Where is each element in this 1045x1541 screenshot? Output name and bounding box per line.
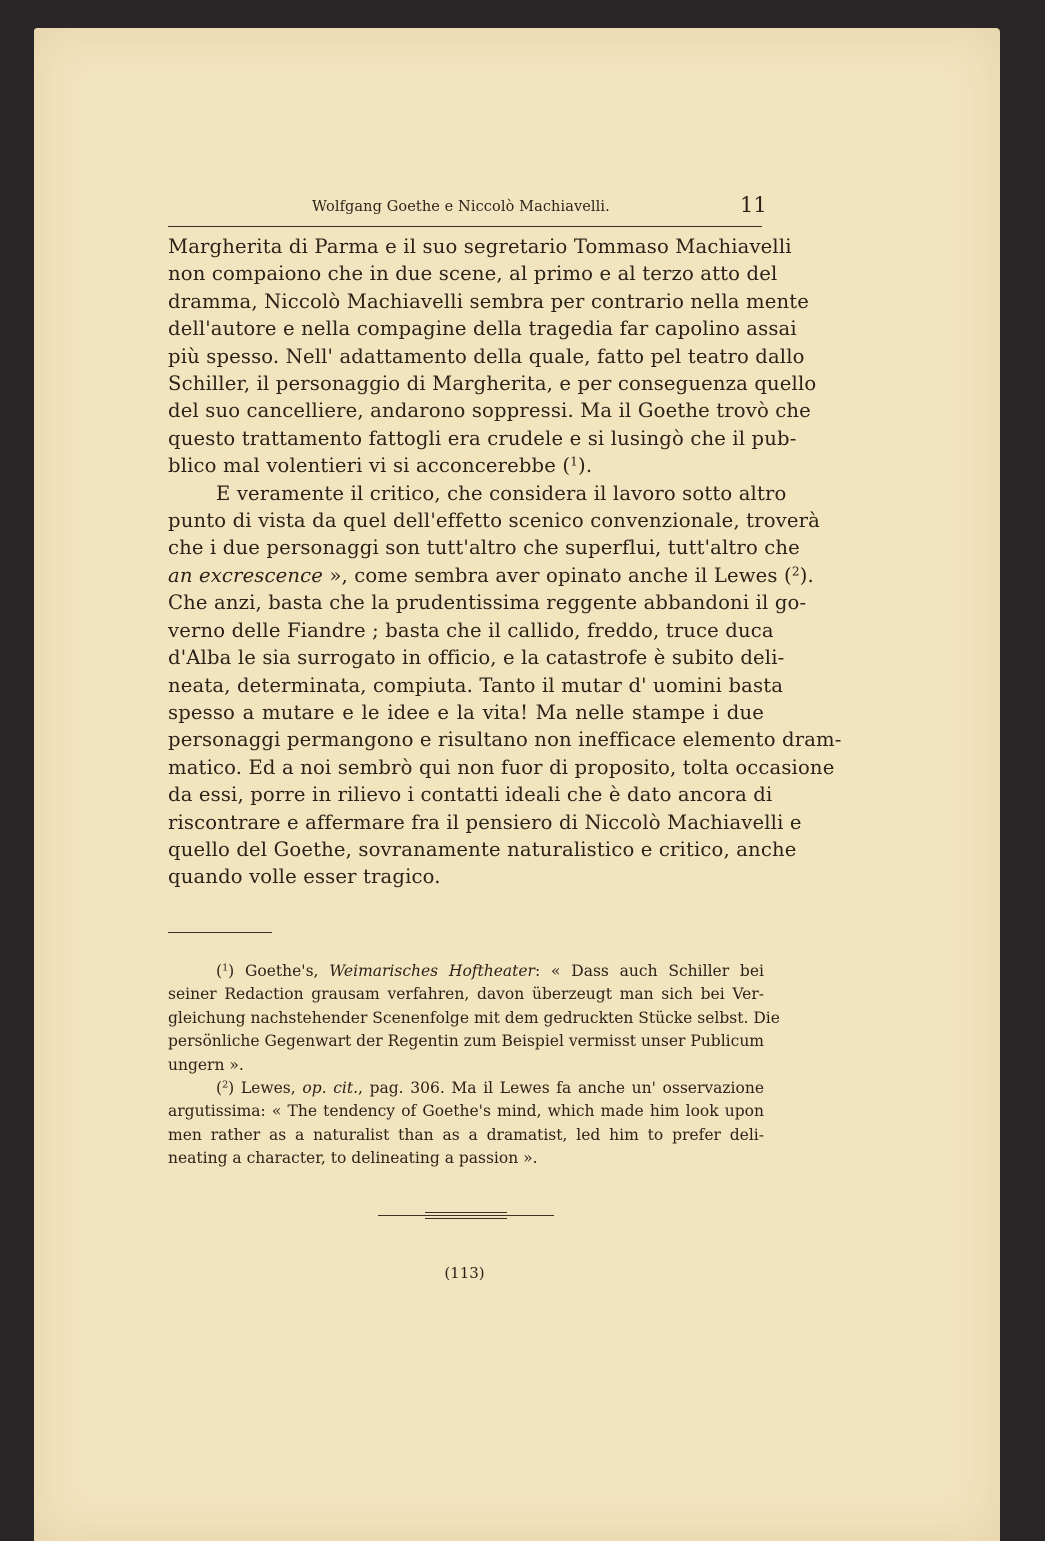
text-line: matico. Ed a noi sembrò qui non fuor di proposito, tolta occasione <box>168 755 835 779</box>
text-line: Schiller, il personaggio di Margherita, e per conseguenza quello <box>168 372 817 396</box>
footnote-line: ($^1$) Goethe's, Weimarisches Hoftheater: « Dass auch Schiller bei <box>216 962 764 980</box>
end-ornament-rule <box>378 1215 554 1216</box>
text-line: quello del Goethe, sovranamente naturalistico e critico, anche <box>168 837 797 861</box>
footnote-rule <box>168 932 272 933</box>
text-line: neata, determinata, compiuta. Tanto il mutar d' uomini basta <box>168 673 784 697</box>
text-line: punto di vista da quel dell'effetto scenico convenzionale, troverà <box>168 509 820 533</box>
text-line: dell'autore e nella compagine della tragedia far capolino assai <box>168 317 797 341</box>
page-number: 11 <box>740 193 767 217</box>
footnote-line: men rather as a naturalist than as a dramatist, led him to prefer deli- <box>168 1125 764 1144</box>
footnote-line: argutissima: « The tendency of Goethe's mind, which made him look upon <box>168 1102 764 1121</box>
text-line: riscontrare e affermare fra il pensiero di Niccolò Machiavelli e <box>168 810 802 834</box>
text-line: che i due personaggi son tutt'altro che superflui, tutt'altro che <box>168 536 800 560</box>
text-line: del suo cancelliere, andarono soppressi. Ma il Goethe trovò che <box>168 399 811 423</box>
text-line: dramma, Niccolò Machiavelli sembra per contrario nella mente <box>168 289 809 313</box>
text-line: da essi, porre in rilievo i contatti ideali che è dato ancora di <box>168 783 773 807</box>
text-line: Che anzi, basta che la prudentissima reggente abbandoni il go- <box>168 591 807 615</box>
text-line: E veramente il critico, che considera il lavoro sotto altro <box>216 481 787 505</box>
folio-number: (113) <box>444 1264 485 1282</box>
text-line: blico mal volentieri vi si acconcerebbe ($^1$). <box>168 454 593 478</box>
text-line: più spesso. Nell' adattamento della quale, fatto pel teatro dallo <box>168 344 805 368</box>
footnote-line: seiner Redaction grausam verfahren, davon überzeugt man sich bei Ver- <box>168 985 764 1004</box>
end-ornament-rule <box>425 1218 507 1219</box>
footnote-line: ungern ». <box>168 1055 244 1074</box>
running-title: Wolfgang Goethe e Niccolò Machiavelli. <box>312 199 610 215</box>
text-line: personaggi permangono e risultano non inefficace elemento dram- <box>168 728 842 752</box>
header-rule <box>168 226 762 227</box>
text-line: questo trattamento fattogli era crudele e si lusingò che il pub- <box>168 426 797 450</box>
end-ornament-rule <box>425 1212 507 1213</box>
main-text <box>168 233 842 891</box>
text-line: verno delle Fiandre ; basta che il callido, freddo, truce duca <box>168 618 774 642</box>
text-line: quando volle esser tragico. <box>168 865 441 889</box>
text-line: spesso a mutare e le idee e la vita! Ma nelle stampe i due <box>168 700 764 724</box>
text-line: Margherita di Parma e il suo segretario Tommaso Machiavelli <box>168 235 792 258</box>
text-line: d'Alba le sia surrogato in officio, e la catastrofe è subito deli- <box>168 646 785 670</box>
footnotes <box>168 960 780 1171</box>
quoted-phrase: an excrescence <box>168 563 324 587</box>
footnote-line: ($^2$) Lewes, op. cit., pag. 306. Ma il Lewes fa anche un' osservazione <box>216 1079 764 1098</box>
text-line: non compaiono che in due scene, al primo e al terzo atto del <box>168 262 778 286</box>
footnote-line: gleichung nachstehender Scenenfolge mit dem gedruckten Stücke selbst. Die <box>168 1008 780 1027</box>
text-line: an excrescence », come sembra aver opinato anche il Lewes ($^2$). <box>168 563 814 587</box>
footnote-line: neating a character, to delineating a passion ». <box>168 1149 538 1168</box>
footnote-ref-1: 1 <box>570 454 579 469</box>
footnote-ref-2: 2 <box>791 564 800 579</box>
footnote-line: persönliche Gegenwart der Regentin zum Beispiel vermisst unser Publicum <box>168 1032 764 1051</box>
